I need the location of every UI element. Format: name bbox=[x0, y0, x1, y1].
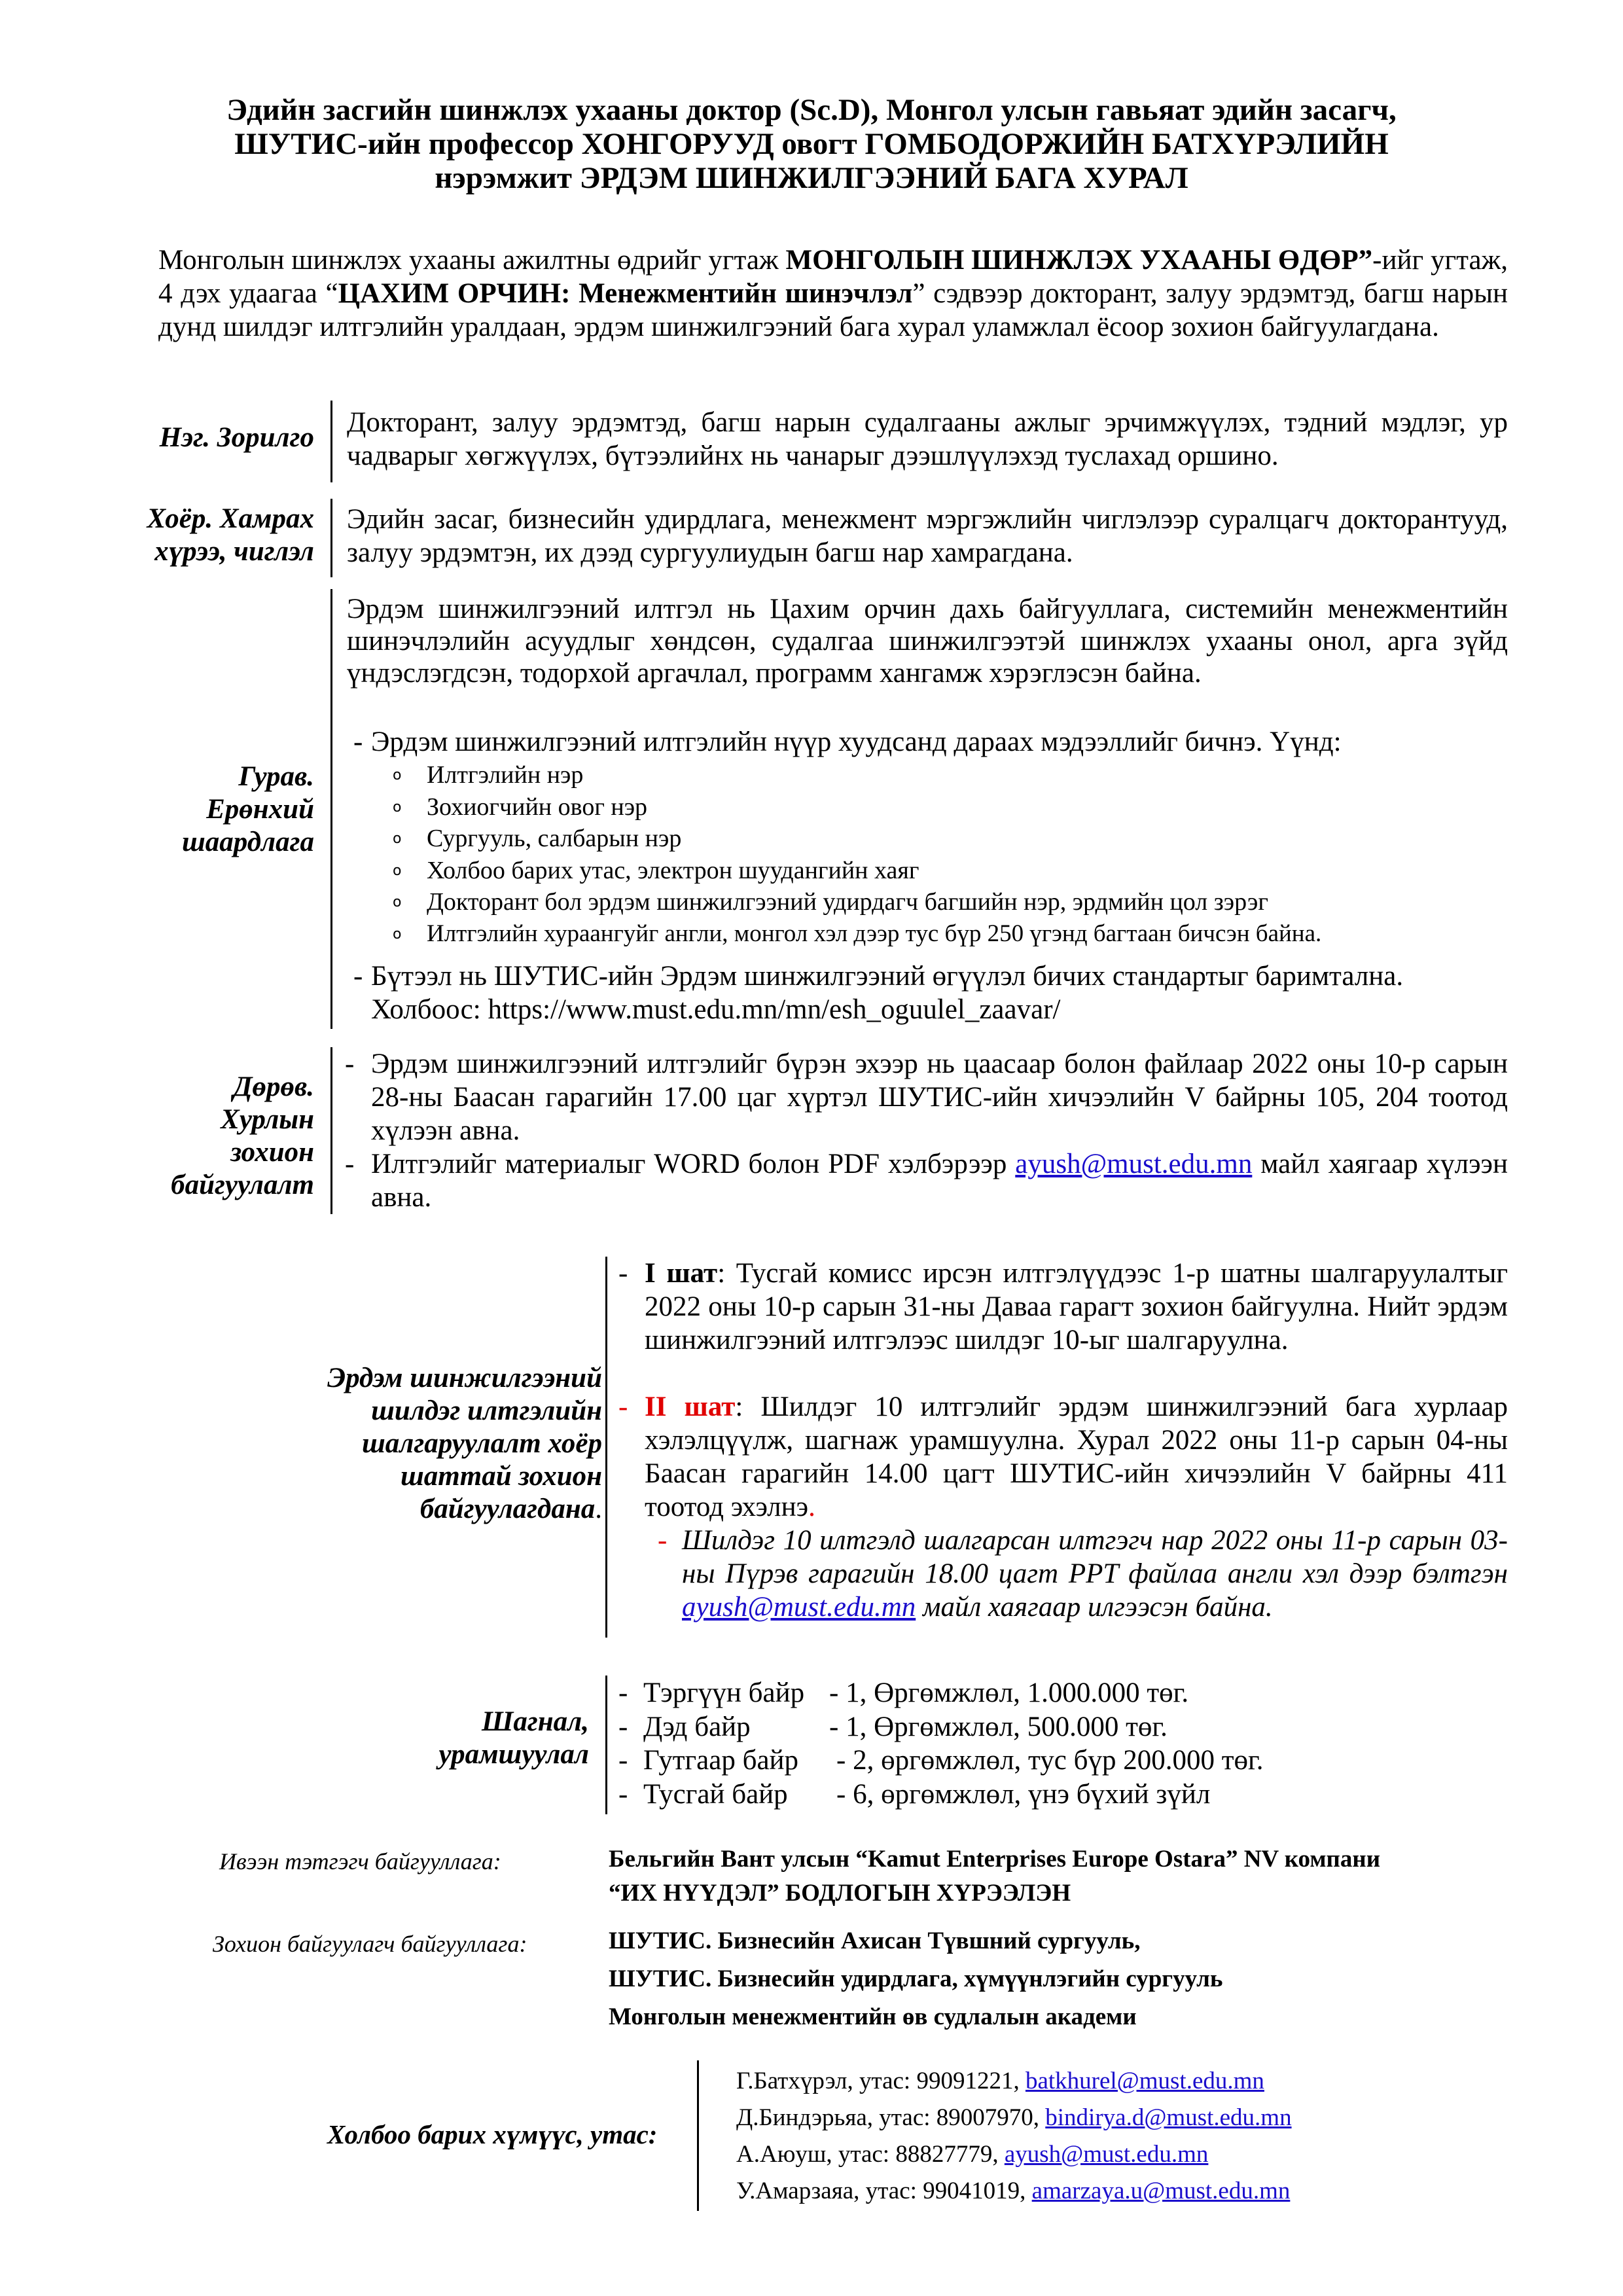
contacts-divider bbox=[697, 2060, 699, 2211]
section-1-text: Докторант, залуу эрдэмтэд, багш нарын судалгааны ажлыг эрчимжүүлэх, тэдний мэдлэг, ур чадварыг хөгжүүлэх, бүтээлийнх нь чанарыг дээшлүүлэхэд туслахад оршино. bbox=[347, 407, 1508, 471]
contact-email-link[interactable]: amarzaya.u@must.edu.mn bbox=[1031, 2178, 1291, 2204]
organizers-list: ШУТИС. Бизнесийн Ахисан Түвшний сургууль, ШУТИС. Бизнесийн удирдлага, хүмүүнлэгийн сургууль Монголын менежментийн өв судлалын академи bbox=[609, 1928, 1223, 2030]
list-item: У.Амарзаяа, утас: 99041019, amarzaya.u@must.edu.mn bbox=[736, 2178, 1291, 2204]
sponsors-list: Бельгийн Вант улсын “Kamut Enterprises Europe Ostara” NV компани “ИХ НҮҮДЭЛ” БОДЛОГЫН ХҮРЭЭЛЭН bbox=[609, 1846, 1381, 1907]
list-item: o Докторант бол эрдэм шинжилгээний удирдагч багшийн нэр, эрдмийн цол зэрэг bbox=[393, 888, 1268, 916]
section-3-subitems bbox=[393, 759, 1505, 950]
sponsors-label: Ивээн тэтгэгч байгууллага: bbox=[219, 1848, 501, 1874]
list-item: - Дэд байр - 1, Өргөмжлөл, 500.000 төг. bbox=[618, 1711, 1168, 1742]
section-4-bullet-2: Илтгэлийг материалыг WORD болон PDF хэлбэрээр ayush@must.edu.mn майл хаягаар хүлээн авна. bbox=[371, 1149, 1508, 1213]
section-1-label: Нэг. Зорилго bbox=[159, 422, 314, 453]
list-item: o Сургууль, салбарын нэр bbox=[393, 825, 682, 852]
section-5-label: Эрдэм шинжилгээний шилдэг илтгэлийн шалгаруулалт хоёр шаттай зохион байгуулагдана. bbox=[327, 1363, 602, 1524]
list-item: - Тэргүүн байр - 1, Өргөмжлөл, 1.000.000 төг. bbox=[618, 1677, 1189, 1708]
section-3-bullet-1: Эрдэм шинжилгээний илтгэлийн нүүр хуудсанд дараах мэдээллийг бичнэ. Үүнд: bbox=[371, 726, 1342, 757]
intro-text-3: ” сэдвээр докторант, залуу эрдэмтэд, багш нарын дунд шилдэг илтгэлийн уралдаан, эрдэм шинжилгээний бага хурал уламжлал ёсоор зохион байгуулагдана. bbox=[158, 278, 1508, 342]
list-item: А.Аюуш, утас: 88827779, ayush@must.edu.mn bbox=[736, 2141, 1209, 2168]
intro-bold-2: ЦАХИМ ОРЧИН: Менежментийн шинэчлэл bbox=[338, 278, 913, 309]
section-2-text: Эдийн засаг, бизнесийн удирдлага, менежмент мэргэжлийн чиглэлээр суралцагч докторантууд, залуу эрдэмтэн, их дээд сургуулиудын багш нар хамрагдана. bbox=[347, 504, 1508, 568]
stage-2-text: II шат: Шилдэг 10 илтгэлийг эрдэм шинжилгээний бага хурлаар хэлэлцүүлж, шагнаж урамшуулна. Хурал 2022 оны 11-р сарын 04-ны Баасан гарагийн 14.00 цагт ШУТИС-ийн хичээлийн V байрны 411 тоотод эхэлнэ. bbox=[645, 1391, 1508, 1522]
section-3-label: Гурав. Ерөнхий шаардлага bbox=[181, 761, 314, 857]
submission-email-link[interactable]: ayush@must.edu.mn bbox=[1015, 1149, 1253, 1179]
contact-email-link[interactable]: batkhurel@must.edu.mn bbox=[1025, 2068, 1264, 2094]
section-3-paragraph: Эрдэм шинжилгээний илтгэл нь Цахим орчин дахь байгууллага, системийн менежментийн шинэчлэлийн асуудлыг хөндсөн, судалгаа шинжилгээтэй шинжлэх ухааны онол, арга зүйд үндэслэгдсэн, тодорхой аргачлал, программ хангамж хэрэглэсэн байна. bbox=[347, 594, 1508, 689]
section-3-divider bbox=[330, 589, 332, 1029]
contacts-list bbox=[736, 2063, 1508, 2210]
intro-paragraph bbox=[158, 243, 1508, 344]
list-item: Д.Биндэрьяа, утас: 89007970, bindirya.d@must.edu.mn bbox=[736, 2104, 1292, 2131]
title-line-2: ШУТИС-ийн профессор ХОНГОРУУД овогт ГОМБОДОРЖИЙН БАТХҮРЭЛИЙН bbox=[234, 127, 1389, 161]
section-1-divider bbox=[330, 401, 332, 482]
section-3-bullet-2: Бүтээл нь ШУТИС-ийн Эрдэм шинжилгээний өгүүлэл бичих стандартыг баримтална. bbox=[371, 961, 1404, 992]
section-2-label: Хоёр. Хамрах хүрээ, чиглэл bbox=[147, 503, 314, 567]
ppt-email-link[interactable]: ayush@must.edu.mn bbox=[682, 1592, 916, 1623]
title-line-3: нэрэмжит ЭРДЭМ ШИНЖИЛГЭЭНИЙ БАГА ХУРАЛ bbox=[435, 161, 1188, 195]
title-line-1: Эдийн засгийн шинжлэх ухааны доктор (Sc.D), Монгол улсын гавьяат эдийн засагч, bbox=[226, 93, 1397, 127]
section-4-divider bbox=[330, 1047, 332, 1214]
section-6-label: Шагнал, урамшуулал bbox=[438, 1706, 589, 1770]
contact-email-link[interactable]: ayush@must.edu.mn bbox=[1004, 2141, 1209, 2168]
list-item: o Холбоо барих утас, электрон шуудангийн хаяг bbox=[393, 856, 919, 884]
section-2-divider bbox=[330, 499, 332, 577]
section-5-divider bbox=[605, 1257, 607, 1638]
list-item: - Гутгаар байр - 2, өргөмжлөл, тус бүр 200.000 төг. bbox=[618, 1745, 1264, 1776]
guideline-link[interactable]: Холбоос: https://www.must.edu.mn/mn/esh_oguulel_zaavar/ bbox=[371, 994, 1061, 1025]
stage-1-text: I шат: Тусгай комисс ирсэн илтгэлүүдээс 1-р шатны шалгаруулалтыг 2022 оны 10-р сарын 31-ны Даваа гарагт зохион байгуулна. Нийт эрдэм шинжилгээний илтгэлээс шилдэг 10-ыг шалгаруулна. bbox=[645, 1258, 1508, 1355]
document-title bbox=[157, 93, 1466, 195]
intro-text-1: Монголын шинжлэх ухааны ажилтны өдрийг угтаж bbox=[158, 245, 786, 276]
section-4-label: Дөрөв. Хурлын зохион байгуулалт bbox=[171, 1071, 314, 1200]
stage-2-note: Шилдэг 10 илтгэлд шалгарсан илтгэгч нар 2022 оны 11-р сарын 03-ны Пүрэв гарагийн 18.00 цагт PPT файлаа англи хэл дээр бэлтгэн ayush@must.edu.mn майл хаягаар илгээсэн байна. bbox=[682, 1525, 1508, 1623]
section-4-bullet-1: Эрдэм шинжилгээний илтгэлийг бүрэн эхээр нь цаасаар болон файлаар 2022 оны 10-р сарын 28-ны Баасан гарагийн 17.00 цаг хүртэл ШУТИС-ийн хичээлийн V байрны 105, 204 тоотод хүлээн авна. bbox=[371, 1049, 1508, 1146]
list-item: o Илтгэлийн хураангуйг англи, монгол хэл дээр тус бүр 250 үгэнд багтаан бичсэн байна. bbox=[393, 920, 1322, 947]
contact-email-link[interactable]: bindirya.d@must.edu.mn bbox=[1045, 2104, 1292, 2131]
prize-list bbox=[618, 1676, 1469, 1811]
list-item: Г.Батхүрэл, утас: 99091221, batkhurel@must.edu.mn bbox=[736, 2068, 1264, 2094]
contacts-label: Холбоо барих хүмүүс, утас: bbox=[327, 2119, 658, 2149]
intro-bold-1: МОНГОЛЫН ШИНЖЛЭХ УХААНЫ ӨДӨР” bbox=[785, 245, 1373, 276]
list-item: o Зохиогчийн овог нэр bbox=[393, 793, 648, 821]
list-item: o Илтгэлийн нэр bbox=[393, 761, 584, 789]
section-6-divider bbox=[605, 1676, 607, 1814]
intro-text-2: -ийг угтаж, 4 дэх удаагаа “ bbox=[158, 245, 1508, 309]
list-item: - Тусгай байр - 6, өргөмжлөл, үнэ бүхий зүйл bbox=[618, 1778, 1211, 1810]
document-page: Эдийн засгийн шинжлэх ухааны доктор (Sc.D), Монгол улсын гавьяат эдийн засагч, ШУТИС-ийн профессор ХОНГОРУУД овогт ГОМБОДОРЖИЙН БАТХҮРЭЛИЙН нэрэмжит ЭРДЭМ ШИНЖИЛГЭЭНИЙ БАГА ХУРАЛ Монголын шинжлэх ухааны ажилтны өдрийг угтаж МОНГОЛЫН ШИНЖЛЭХ УХААНЫ ӨДӨР”-ийг угтаж, 4 дэх удаагаа “ЦАХИМ ОРЧИН: Менежментийн шинэчлэл” сэдвээр докторант, залуу эрдэмтэд, багш нарын дунд шилдэг илтгэлийн уралдаан, эрдэм шинжилгээний бага хурал уламжлал ёсоор зохион байгуулагдана. Нэг. Зорилго Докторант, залуу эрдэмтэд, багш нарын судалгааны ажлыг эрчимжүүлэх, тэдний мэдлэг, ур чадварыг хөгжүүлэх, бүтээлийнх нь чанарыг дээшлүүлэхэд туслахад оршино. Хоёр. Хамрах хүрээ, чиглэл Эдийн засаг, бизнесийн удирдлага, менежмент мэргэжлийн чиглэлээр суралцагч докторантууд, залуу эрдэмтэн, их дээд сургуулиудын багш нар хамрагдана. Гурав. Ерөнхий шаардлага Эрдэм шинжилгээний илтгэл нь Цахим орчин дахь байгууллага, системийн менежментийн шинэчлэлийн асуудлыг хөндсөн, судалгаа шинжилгээтэй шинжлэх ухааны онол, арга зүйд үндэслэгдсэн, тодорхой аргачлал, программ хангамж хэрэглэсэн байна. - Эрдэм шинжилгээний илтгэлийн нүүр хуудсанд дараах мэдээллийг бичнэ. Үүнд: o Илтгэлийн нэр o Зохиогчийн овог нэр o Сургууль, салбарын нэр o Холбоо барих утас, электрон шуудангийн хаяг o Докторант бол эрдэм шинжилгээний удирдагч багшийн нэр, эрдмийн цол зэрэг o Илтгэлийн хураангуйг англи, монгол хэл дээр тус бүр 250 үгэнд багтаан бичсэн байна. - Бүтээл нь ШУТИС-ийн Эрдэм шинжилгээний өгүүлэл бичих стандартыг баримтална. Холбоос: https://www.must.edu.mn/mn/esh_oguulel_zaavar/ Дөрөв. Хурлын зохион байгуулалт - Эрдэм шинжилгээний илтгэлийг бүрэн эхээр нь цаасаар болон файлаар 2022 оны 10-р сарын 28-ны Баасан гарагийн 17.00 цаг хүртэл ШУТИС-ийн хичээлийн V байрны 105, 204 тоотод хүлээн авна. - Илтгэлийг материалыг WORD болон PDF хэлбэрээр ayush@must.edu.mn майл хаягаар хүлээн авна. Эрдэм шинжилгээний шилдэг илтгэлийн шалгаруулалт хоёр шаттай зохион байгуулагдана. - I шат: Тусгай комисс ирсэн илтгэлүүдээс 1-р шатны шалгаруулалтыг 2022 оны 10-р сарын 31-ны Даваа гарагт зохион байгуулна. Нийт эрдэм шинжилгээний илтгэлээс шилдэг 10-ыг шалгаруулна. - II шат: Шилдэг 10 илтгэлийг эрдэм шинжилгээний бага хурлаар хэлэлцүүлж, шагнаж урамшуулна. Хурал 2022 оны 11-р сарын 04-ны Баасан гарагийн 14.00 цагт ШУТИС-ийн хичээлийн V байрны 411 тоотод эхэлнэ. - Шилдэг 10 илтгэлд шалгарсан илтгэгч нар 2022 оны 11-р сарын 03-ны Пүрэв гарагийн 18.00 цагт PPT файлаа англи хэл дээр бэлтгэн ayush@must.edu.mn майл хаягаар илгээсэн байна. Шагнал, урамшуулал - Тэргүүн байр - 1, Өргөмжлөл, 1.000.000 төг. - Дэд байр - 1, Өргөмжлөл, 500.000 төг. - Гутгаар байр - 2, өргөмжлөл, тус бүр 200.000 төг. - Тусгай байр - 6, өргөмжлөл, үнэ бүхий зүйл Ивээн тэтгэгч байгууллага: Бельгийн Вант улсын “Kamut Enterprises Europe Ostara” NV компани “ИХ НҮҮДЭЛ” БОДЛОГЫН ХҮРЭЭЛЭН Зохион байгуулагч байгууллага: ШУТИС. Бизнесийн Ахисан Түвшний сургууль, ШУТИС. Бизнесийн удирдлага, хүмүүнлэгийн сургууль Монголын менежментийн өв судлалын академи Холбоо барих хүмүүс, утас: Г.Батхүрэл, утас: 99091221, batkhurel@must.edu.mn Д.Биндэрьяа, утас: 89007970, bindirya.d@must.edu.mn А.Аюуш, утас: 88827779, ayush@must.edu.mn У.Амарзаяа, утас: 99041019, amarzaya.u@must.edu.mn bbox=[0, 0, 1623, 2296]
organizers-label: Зохион байгуулагч байгууллага: bbox=[213, 1931, 527, 1957]
